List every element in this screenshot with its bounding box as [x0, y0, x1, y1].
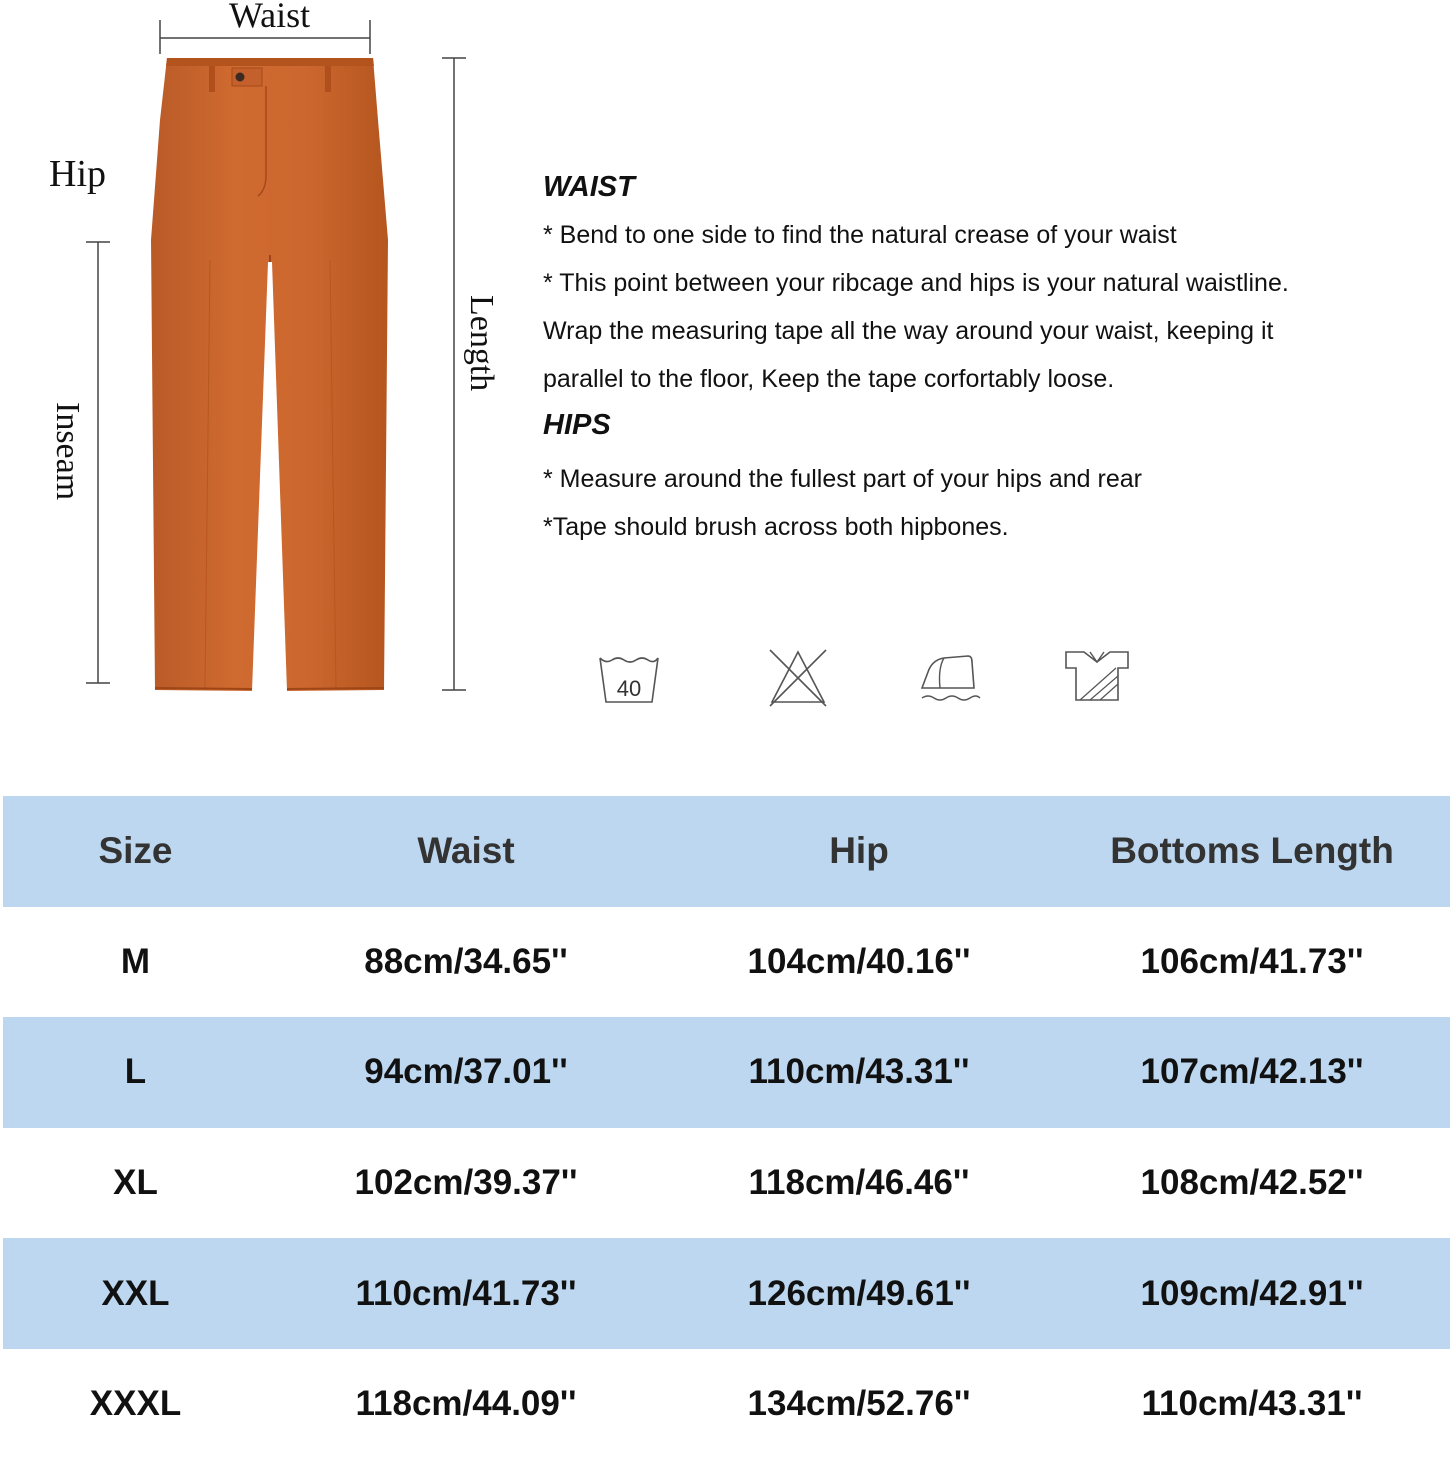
hips-instruction-line: * Measure around the fullest part of your hips and rear: [543, 465, 1142, 493]
length-cell: 109cm/42.91'': [1140, 1273, 1364, 1313]
hip-cell: 118cm/46.46'': [748, 1163, 970, 1203]
size-chart-table: [3, 796, 1450, 1460]
table-row: [3, 1128, 1450, 1239]
header-size: Size: [98, 830, 173, 872]
waist-instruction-line: * This point between your ribcage and hips is your natural waistline.: [543, 269, 1289, 297]
table-row: [3, 1017, 1450, 1128]
table-header-row: [3, 796, 1450, 907]
pants-diagram: [0, 0, 520, 720]
inseam-measure-line: [86, 242, 110, 683]
size-cell: XXL: [101, 1273, 170, 1313]
size-cell: M: [120, 941, 151, 981]
size-cell: L: [124, 1052, 147, 1092]
waist-cell: 110cm/41.73'': [355, 1273, 577, 1313]
do-not-bleach-icon: [766, 646, 830, 710]
length-cell: 110cm/43.31'': [1141, 1384, 1363, 1424]
waist-label: Waist: [229, 0, 311, 35]
hip-cell: 134cm/52.76'': [747, 1384, 971, 1424]
waist-instruction-line: * Bend to one side to find the natural crease of your waist: [543, 221, 1177, 249]
waist-heading: WAIST: [543, 171, 635, 203]
header-hip: Hip: [829, 830, 889, 872]
header-bottoms-length: Bottoms Length: [1110, 830, 1394, 872]
waist-instruction-line: parallel to the floor, Keep the tape corfortably loose.: [543, 365, 1115, 393]
waist-cell: 118cm/44.09'': [355, 1384, 577, 1424]
hip-cell: 104cm/40.16'': [747, 941, 971, 981]
wash-40-icon: [598, 654, 660, 706]
waist-instruction-line: Wrap the measuring tape all the way around your waist, keeping it: [543, 317, 1274, 345]
measuring-instructions: [543, 163, 1423, 551]
button-icon: [236, 73, 245, 82]
length-cell: 107cm/42.13'': [1140, 1052, 1364, 1092]
waist-cell: 94cm/37.01'': [364, 1052, 568, 1092]
length-label: Length: [463, 295, 500, 392]
size-cell: XL: [113, 1163, 158, 1203]
dry-flat-icon: [1062, 648, 1132, 706]
hip-cell: 110cm/43.31'': [748, 1052, 970, 1092]
header-waist: Waist: [417, 830, 515, 872]
length-cell: 108cm/42.52'': [1140, 1163, 1364, 1203]
table-row: [3, 907, 1450, 1018]
waist-cell: 102cm/39.37'': [354, 1163, 578, 1203]
table-row: [3, 1238, 1450, 1349]
table-row: [3, 1349, 1450, 1460]
care-icons: [590, 640, 1150, 720]
waist-cell: 88cm/34.65'': [364, 941, 568, 981]
inseam-label: Inseam: [49, 402, 86, 501]
hips-heading: HIPS: [543, 409, 611, 441]
iron-icon: [918, 648, 982, 704]
svg-text:40: 40: [616, 676, 642, 701]
size-cell: XXXL: [89, 1384, 182, 1424]
hip-cell: 126cm/49.61'': [747, 1273, 971, 1313]
hip-label: Hip: [49, 153, 106, 195]
pants-image: [151, 58, 388, 691]
length-cell: 106cm/41.73'': [1140, 941, 1364, 981]
hips-instruction-line: *Tape should brush across both hipbones.: [543, 513, 1009, 541]
